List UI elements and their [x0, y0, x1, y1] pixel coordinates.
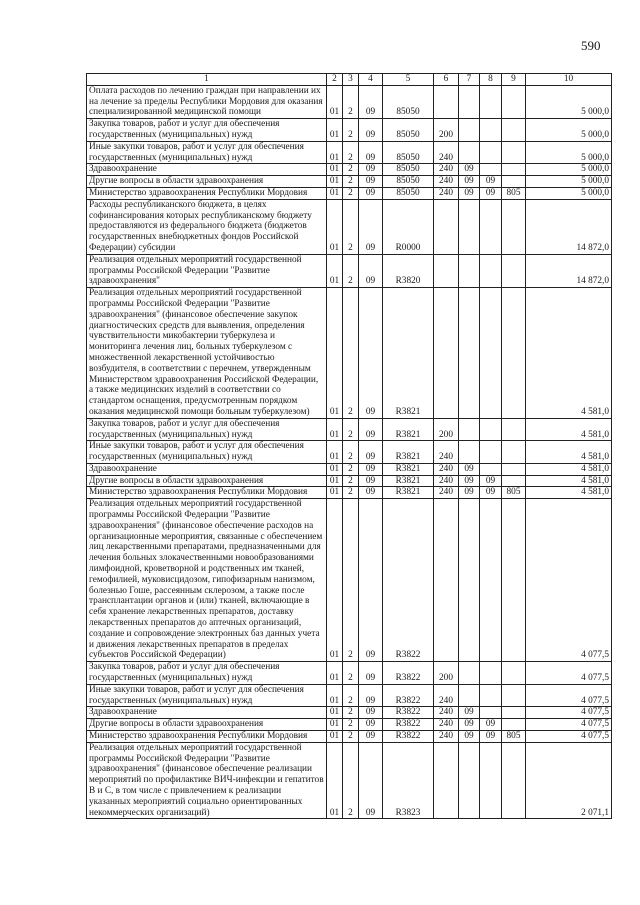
amount-cell: 5 000,0	[526, 141, 612, 164]
code-cell-c3: 2	[343, 141, 359, 164]
code-cell-c7	[459, 499, 480, 662]
code-cell-c9	[502, 418, 526, 441]
code-cell-c8	[480, 199, 502, 254]
amount-cell: 4 581,0	[526, 487, 612, 499]
header-row	[87, 74, 612, 86]
code-cell-c9	[502, 441, 526, 464]
column-header: 9	[502, 74, 526, 86]
row-name: Реализация отдельных мероприятий государственной программы Российской Федерации "Развитие здравоохранения" (финансовое обеспечение закупок диагностических средств для выявления, определения чувствительности микобактерии туберкулеза и мониторинга лечения лиц, больных туберкулезом с множественной лекарственной устойчивостью возбудителя, в соответствии с перечнем, утвержденным Министерством здравоохранения Российской Федерации, а также медицинских изделий в соответствии со стандартом оснащения, предусмотренным порядком оказания медицинской помощи больным туберкулезом)	[87, 288, 327, 419]
code-cell-c8	[480, 707, 502, 719]
code-cell-c9	[502, 141, 526, 164]
amount-cell: 14 872,0	[526, 254, 612, 287]
amount-cell: 4 581,0	[526, 463, 612, 475]
amount-cell: 5 000,0	[526, 164, 612, 176]
table-row	[87, 288, 612, 419]
table-body	[87, 85, 612, 819]
table-row	[87, 662, 612, 685]
code-cell-c3: 2	[343, 176, 359, 188]
code-cell-c6: 240	[434, 187, 459, 199]
table-row	[87, 199, 612, 254]
code-cell-c6: 240	[434, 487, 459, 499]
code-cell-c5: R3821	[383, 418, 434, 441]
code-cell-c3: 2	[343, 475, 359, 487]
code-cell-c2: 01	[327, 141, 343, 164]
code-cell-c3: 2	[343, 707, 359, 719]
code-cell-c4: 09	[359, 288, 383, 419]
code-cell-c6: 240	[434, 719, 459, 731]
code-cell-c3: 2	[343, 731, 359, 743]
code-cell-c3: 2	[343, 187, 359, 199]
column-header: 5	[383, 74, 434, 86]
row-name: Закупка товаров, работ и услуг для обеспечения государственных (муниципальных) нужд	[87, 662, 327, 685]
row-name: Закупка товаров, работ и услуг для обеспечения государственных (муниципальных) нужд	[87, 418, 327, 441]
code-cell-c9	[502, 742, 526, 819]
code-cell-c4: 09	[359, 187, 383, 199]
row-name: Иные закупки товаров, работ и услуг для обеспечения государственных (муниципальных) нужд	[87, 141, 327, 164]
amount-cell: 4 581,0	[526, 418, 612, 441]
row-name: Реализация отдельных мероприятий государственной программы Российской Федерации "Развитие здравоохранения"	[87, 254, 327, 287]
table-row	[87, 254, 612, 287]
code-cell-c4: 09	[359, 418, 383, 441]
code-cell-c5: R3823	[383, 742, 434, 819]
code-cell-c5: R3820	[383, 254, 434, 287]
code-cell-c9	[502, 288, 526, 419]
code-cell-c9	[502, 199, 526, 254]
code-cell-c6: 200	[434, 662, 459, 685]
code-cell-c7	[459, 141, 480, 164]
code-cell-c4: 09	[359, 684, 383, 707]
row-name: Здравоохранение	[87, 164, 327, 176]
code-cell-c8	[480, 418, 502, 441]
code-cell-c9	[502, 662, 526, 685]
code-cell-c4: 09	[359, 199, 383, 254]
table-row	[87, 684, 612, 707]
amount-cell: 4 581,0	[526, 475, 612, 487]
amount-cell: 4 077,5	[526, 499, 612, 662]
code-cell-c7: 09	[459, 164, 480, 176]
code-cell-c6: 240	[434, 684, 459, 707]
code-cell-c8	[480, 254, 502, 287]
table-row	[87, 475, 612, 487]
code-cell-c7	[459, 418, 480, 441]
code-cell-c2: 01	[327, 684, 343, 707]
code-cell-c6	[434, 288, 459, 419]
code-cell-c7	[459, 288, 480, 419]
column-header: 6	[434, 74, 459, 86]
code-cell-c5: R3821	[383, 487, 434, 499]
code-cell-c5: R0000	[383, 199, 434, 254]
code-cell-c2: 01	[327, 731, 343, 743]
code-cell-c4: 09	[359, 85, 383, 118]
code-cell-c6: 240	[434, 176, 459, 188]
code-cell-c9	[502, 684, 526, 707]
table-row	[87, 187, 612, 199]
code-cell-c6: 200	[434, 119, 459, 142]
code-cell-c9: 805	[502, 187, 526, 199]
budget-table	[86, 73, 612, 819]
column-header: 2	[327, 74, 343, 86]
amount-cell: 5 000,0	[526, 85, 612, 118]
code-cell-c9: 805	[502, 731, 526, 743]
code-cell-c7: 09	[459, 463, 480, 475]
amount-cell: 4 077,5	[526, 684, 612, 707]
code-cell-c5: 85050	[383, 176, 434, 188]
code-cell-c3: 2	[343, 254, 359, 287]
row-name: Другие вопросы в области здравоохранения	[87, 719, 327, 731]
code-cell-c4: 09	[359, 164, 383, 176]
amount-cell: 5 000,0	[526, 187, 612, 199]
code-cell-c7	[459, 742, 480, 819]
code-cell-c7	[459, 441, 480, 464]
code-cell-c7: 09	[459, 731, 480, 743]
table-row	[87, 141, 612, 164]
code-cell-c4: 09	[359, 119, 383, 142]
code-cell-c7: 09	[459, 187, 480, 199]
code-cell-c2: 01	[327, 475, 343, 487]
code-cell-c7: 09	[459, 719, 480, 731]
code-cell-c8: 09	[480, 731, 502, 743]
code-cell-c2: 01	[327, 164, 343, 176]
code-cell-c8: 09	[480, 176, 502, 188]
code-cell-c2: 01	[327, 288, 343, 419]
code-cell-c9	[502, 164, 526, 176]
code-cell-c4: 09	[359, 487, 383, 499]
code-cell-c5: 85050	[383, 164, 434, 176]
code-cell-c2: 01	[327, 85, 343, 118]
code-cell-c2: 01	[327, 499, 343, 662]
code-cell-c8	[480, 119, 502, 142]
amount-cell: 4 077,5	[526, 731, 612, 743]
code-cell-c5: 85050	[383, 187, 434, 199]
code-cell-c4: 09	[359, 719, 383, 731]
row-name: Оплата расходов по лечению граждан при направлении их на лечение за пределы Республики Мордовия для оказания специализированной медицинской помощи	[87, 85, 327, 118]
code-cell-c6: 240	[434, 441, 459, 464]
code-cell-c9	[502, 119, 526, 142]
code-cell-c3: 2	[343, 719, 359, 731]
code-cell-c3: 2	[343, 463, 359, 475]
code-cell-c4: 09	[359, 662, 383, 685]
code-cell-c4: 09	[359, 475, 383, 487]
code-cell-c4: 09	[359, 141, 383, 164]
code-cell-c3: 2	[343, 487, 359, 499]
code-cell-c5: R3821	[383, 475, 434, 487]
code-cell-c8: 09	[480, 187, 502, 199]
code-cell-c7	[459, 254, 480, 287]
row-name: Иные закупки товаров, работ и услуг для обеспечения государственных (муниципальных) нужд	[87, 441, 327, 464]
row-name: Расходы республиканского бюджета, в целях софинансирования которых республиканскому бюджету предоставляются из федерального бюджета (бюджетов государственных внебюджетных фондов Российской Федерации) субсидии	[87, 199, 327, 254]
code-cell-c2: 01	[327, 463, 343, 475]
code-cell-c2: 01	[327, 418, 343, 441]
code-cell-c7	[459, 662, 480, 685]
amount-cell: 4 581,0	[526, 288, 612, 419]
column-header: 4	[359, 74, 383, 86]
page-number: 590	[581, 38, 601, 53]
table-row	[87, 499, 612, 662]
table-row	[87, 742, 612, 819]
table-row	[87, 719, 612, 731]
row-name: Реализация отдельных мероприятий государственной программы Российской Федерации "Развитие здравоохранения" (финансовое обеспечение реализации мероприятий по профилактике ВИЧ-инфекции и гепатитов В и С, в том числе с привлечением к реализации указанных мероприятий социально ориентированных некоммерческих организаций)	[87, 742, 327, 819]
code-cell-c3: 2	[343, 85, 359, 118]
code-cell-c9	[502, 254, 526, 287]
amount-cell: 4 077,5	[526, 707, 612, 719]
column-header: 10	[526, 74, 612, 86]
code-cell-c3: 2	[343, 684, 359, 707]
code-cell-c2: 01	[327, 719, 343, 731]
code-cell-c5: R3821	[383, 441, 434, 464]
code-cell-c8	[480, 141, 502, 164]
code-cell-c4: 09	[359, 731, 383, 743]
code-cell-c7	[459, 85, 480, 118]
row-name: Здравоохранение	[87, 463, 327, 475]
code-cell-c6	[434, 199, 459, 254]
code-cell-c8: 09	[480, 719, 502, 731]
code-cell-c6: 200	[434, 418, 459, 441]
amount-cell: 5 000,0	[526, 176, 612, 188]
code-cell-c5: R3822	[383, 684, 434, 707]
code-cell-c5: 85050	[383, 85, 434, 118]
code-cell-c5: R3821	[383, 463, 434, 475]
code-cell-c8	[480, 463, 502, 475]
row-name: Закупка товаров, работ и услуг для обеспечения государственных (муниципальных) нужд	[87, 119, 327, 142]
code-cell-c6	[434, 254, 459, 287]
code-cell-c2: 01	[327, 662, 343, 685]
code-cell-c2: 01	[327, 254, 343, 287]
code-cell-c3: 2	[343, 499, 359, 662]
code-cell-c6: 240	[434, 707, 459, 719]
code-cell-c7: 09	[459, 176, 480, 188]
code-cell-c8	[480, 441, 502, 464]
row-name: Министерство здравоохранения Республики Мордовия	[87, 731, 327, 743]
code-cell-c7: 09	[459, 707, 480, 719]
column-header: 8	[480, 74, 502, 86]
code-cell-c4: 09	[359, 441, 383, 464]
code-cell-c4: 09	[359, 254, 383, 287]
code-cell-c2: 01	[327, 199, 343, 254]
code-cell-c3: 2	[343, 288, 359, 419]
row-name: Реализация отдельных мероприятий государственной программы Российской Федерации "Развитие здравоохранения" (финансовое обеспечение расходов на организационные мероприятия, связанные с обеспечением лиц лекарственными препаратами, предназначенными для лечения больных злокачественными новообразованиями лимфоидной, кроветворной и родственных им тканей, гемофилией, муковисцидозом, гипофизарным нанизмом, болезнью Гоше, рассеянным склерозом, а также после трансплантации органов и (или) тканей, включающие в себя хранение лекарственных препаратов, доставку лекарственных препаратов до аптечных организаций, создание и сопровождение электронных баз данных учета и движения лекарственных препаратов в пределах субъектов Российской Федерации)	[87, 499, 327, 662]
code-cell-c6	[434, 85, 459, 118]
code-cell-c4: 09	[359, 742, 383, 819]
code-cell-c8	[480, 742, 502, 819]
row-name: Министерство здравоохранения Республики Мордовия	[87, 187, 327, 199]
code-cell-c6: 240	[434, 164, 459, 176]
code-cell-c8	[480, 164, 502, 176]
code-cell-c3: 2	[343, 662, 359, 685]
amount-cell: 4 077,5	[526, 662, 612, 685]
code-cell-c5: R3822	[383, 731, 434, 743]
code-cell-c5: 85050	[383, 141, 434, 164]
table-row	[87, 164, 612, 176]
code-cell-c9: 805	[502, 487, 526, 499]
table-row	[87, 176, 612, 188]
table-row	[87, 487, 612, 499]
column-header: 7	[459, 74, 480, 86]
table-row	[87, 463, 612, 475]
amount-cell: 14 872,0	[526, 199, 612, 254]
amount-cell: 2 071,1	[526, 742, 612, 819]
amount-cell: 4 581,0	[526, 441, 612, 464]
code-cell-c7: 09	[459, 487, 480, 499]
code-cell-c8: 09	[480, 475, 502, 487]
code-cell-c2: 01	[327, 441, 343, 464]
code-cell-c5: 85050	[383, 119, 434, 142]
code-cell-c9	[502, 475, 526, 487]
code-cell-c3: 2	[343, 119, 359, 142]
code-cell-c9	[502, 176, 526, 188]
table-row	[87, 85, 612, 118]
code-cell-c6: 240	[434, 463, 459, 475]
code-cell-c7	[459, 684, 480, 707]
code-cell-c8	[480, 85, 502, 118]
row-name: Министерство здравоохранения Республики Мордовия	[87, 487, 327, 499]
code-cell-c3: 2	[343, 199, 359, 254]
code-cell-c6	[434, 499, 459, 662]
code-cell-c9	[502, 719, 526, 731]
row-name: Иные закупки товаров, работ и услуг для обеспечения государственных (муниципальных) нужд	[87, 684, 327, 707]
code-cell-c2: 01	[327, 742, 343, 819]
code-cell-c9	[502, 499, 526, 662]
code-cell-c6	[434, 742, 459, 819]
code-cell-c7	[459, 199, 480, 254]
code-cell-c5: R3822	[383, 719, 434, 731]
table-row	[87, 119, 612, 142]
amount-cell: 4 077,5	[526, 719, 612, 731]
code-cell-c2: 01	[327, 487, 343, 499]
code-cell-c3: 2	[343, 441, 359, 464]
code-cell-c9	[502, 707, 526, 719]
code-cell-c5: R3822	[383, 499, 434, 662]
code-cell-c4: 09	[359, 463, 383, 475]
code-cell-c7	[459, 119, 480, 142]
code-cell-c5: R3822	[383, 707, 434, 719]
code-cell-c2: 01	[327, 187, 343, 199]
code-cell-c8	[480, 288, 502, 419]
table-row	[87, 731, 612, 743]
code-cell-c4: 09	[359, 176, 383, 188]
table-row	[87, 707, 612, 719]
table-row	[87, 418, 612, 441]
column-header: 3	[343, 74, 359, 86]
code-cell-c8	[480, 684, 502, 707]
column-header: 1	[87, 74, 327, 86]
code-cell-c2: 01	[327, 707, 343, 719]
code-cell-c6: 240	[434, 731, 459, 743]
code-cell-c8: 09	[480, 487, 502, 499]
row-name: Другие вопросы в области здравоохранения	[87, 176, 327, 188]
code-cell-c4: 09	[359, 707, 383, 719]
table-row	[87, 441, 612, 464]
code-cell-c5: R3822	[383, 662, 434, 685]
row-name: Здравоохранение	[87, 707, 327, 719]
code-cell-c9	[502, 85, 526, 118]
code-cell-c3: 2	[343, 164, 359, 176]
code-cell-c8	[480, 662, 502, 685]
code-cell-c4: 09	[359, 499, 383, 662]
code-cell-c3: 2	[343, 742, 359, 819]
row-name: Другие вопросы в области здравоохранения	[87, 475, 327, 487]
code-cell-c5: R3821	[383, 288, 434, 419]
code-cell-c6: 240	[434, 475, 459, 487]
code-cell-c6: 240	[434, 141, 459, 164]
code-cell-c3: 2	[343, 418, 359, 441]
code-cell-c2: 01	[327, 176, 343, 188]
code-cell-c9	[502, 463, 526, 475]
code-cell-c8	[480, 499, 502, 662]
code-cell-c7: 09	[459, 475, 480, 487]
code-cell-c2: 01	[327, 119, 343, 142]
amount-cell: 5 000,0	[526, 119, 612, 142]
